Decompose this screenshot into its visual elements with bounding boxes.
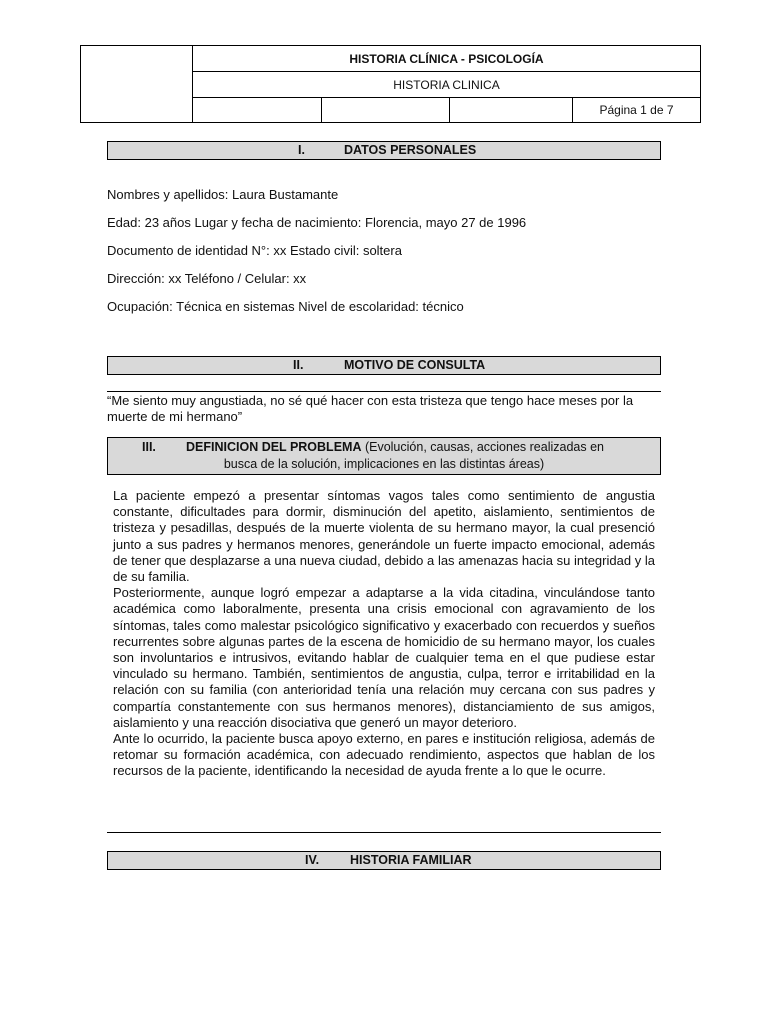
page-number: Página 1 de 7 [599,103,674,117]
header-title: HISTORIA CLÍNICA - PSICOLOGÍA [193,46,700,72]
section-title: MOTIVO DE CONSULTA [344,358,486,372]
header-empty-cell [450,98,573,122]
section-bar-datos-personales [107,141,661,160]
section-number: III. [142,440,156,454]
section-number: IV. [305,853,320,867]
paragraph: Ante lo ocurrido, la paciente busca apoyo externo, en pares e institución religiosa, además de retomar su formación académica, con adecuado rendimiento, aspectos que hablan de los recursos de la paciente, identificando la necesidad de ayuda frente a lo que le ocurre. [113,731,655,779]
section-title: DATOS PERSONALES [344,143,477,157]
section-number: I. [298,143,305,157]
field-ocupacion: Ocupación: Técnica en sistemas Nivel de escolaridad: técnico [107,299,464,314]
header-empty-cell [322,98,450,122]
document-header-table [80,45,701,123]
section-title-line2: busca de la solución, implicaciones en las distintas áreas) [223,457,545,471]
logo-cell [81,46,193,122]
section-title: HISTORIA FAMILIAR [350,853,472,867]
field-edad: Edad: 23 años Lugar y fecha de nacimiento: Florencia, mayo 27 de 1996 [107,215,527,230]
section-bar-definicion-problema [107,437,661,475]
section-bar-historia-familiar [107,851,661,870]
header-subtitle: HISTORIA CLINICA [193,72,700,98]
section-title-bold: DEFINICION DEL PROBLEMA [186,440,362,454]
paragraph: Posteriormente, aunque logró empezar a adaptarse a la vida citadina, vinculándose tanto académica como laboralmente, presenta una crisis emocional con agravamiento de los síntomas, tales como malestar psicológico significativo y exacerbado con recuerdos y sueños recurrentes sobre algunas partes de la escena de homicidio de su hermano mayor, los cuales son involuntarios e intrusivos, evitando hablar de cualquier tema en el que pudiese estar vinculado su hermano. También, sentimientos de angustia, culpa, terror e irritabilidad en la relación con su familia (con anterioridad tenía una relación muy cercana con sus padres y compartía constantemente con sus hermanos menores), distanciamiento de sus amigos, aislamiento y una reacción disociativa que generó un mayor deterioro. [113,585,655,730]
field-direccion: Dirección: xx Teléfono / Celular: xx [107,271,307,286]
motivo-consulta-text: “Me siento muy angustiada, no sé qué hacer con esta tristeza que tengo hace meses por la muerte de mi hermano” [107,393,634,424]
paragraph: La paciente empezó a presentar síntomas vagos tales como sentimiento de angustia constante, dificultades para dormir, disminución del apetito, aislamiento, sentimientos de tristeza y pesadillas, después de la muerte violenta de su hermano mayor, la cual presenció junto a sus padres y hermanos menores, generándole un fuerte impacto emocional, además de tener que desplazarse a una nueva ciudad, debido a las amenazas hacia su integridad y la de su familia. [113,488,655,585]
definicion-problema-body [113,488,655,780]
divider [107,832,661,833]
section-title [186,439,604,456]
section-title-rest: (Evolución, causas, acciones realizadas en [361,440,604,454]
header-info-row [193,98,700,122]
field-documento: Documento de identidad N°: xx Estado civil: soltera [107,243,402,258]
header-empty-cell [193,98,322,122]
field-nombre: Nombres y apellidos: Laura Bustamante [107,187,339,202]
divider [107,391,661,392]
section-bar-motivo-consulta [107,356,661,375]
section-number: II. [293,358,304,372]
